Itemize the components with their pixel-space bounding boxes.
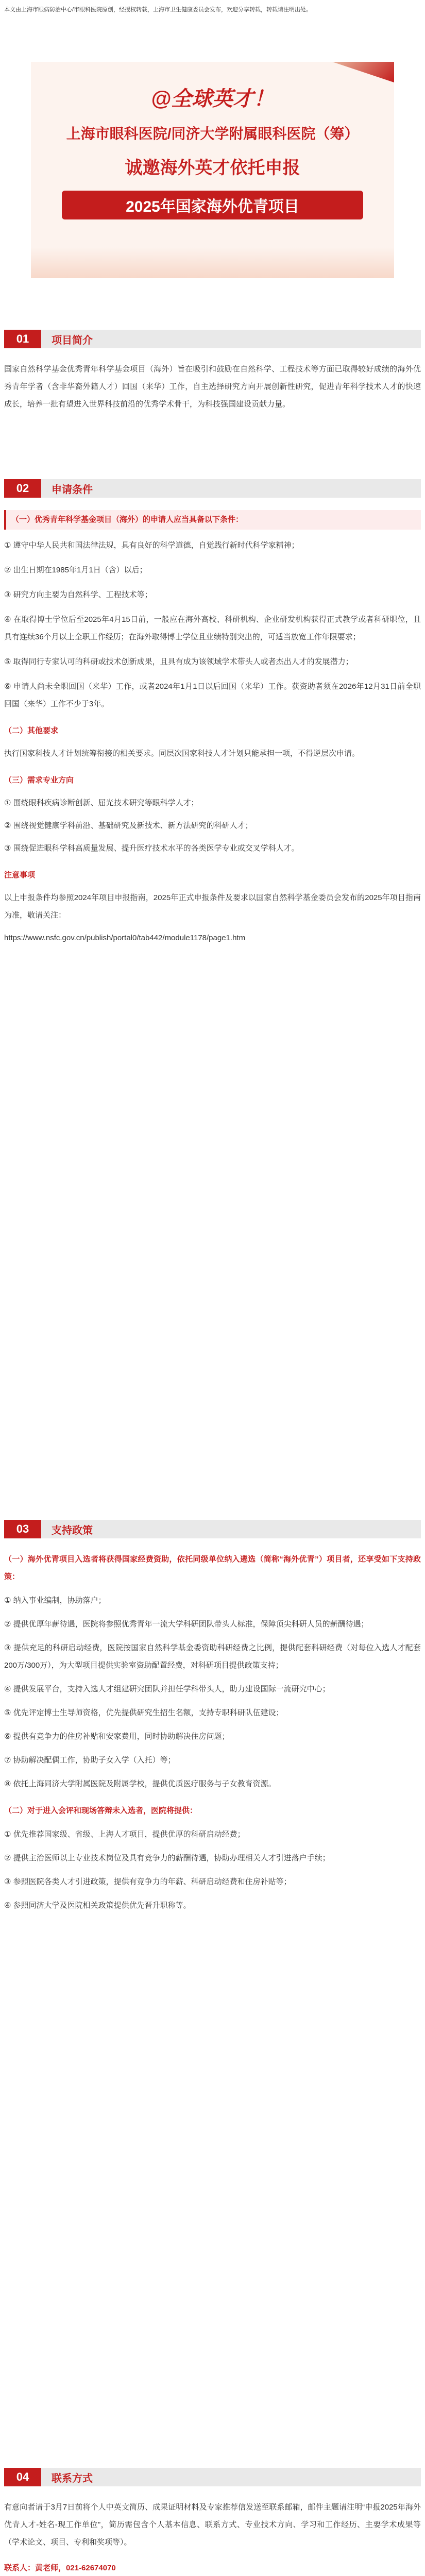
field-item: ③ 围绕促进眼科学科高质量发展、提升医疗技术水平的各类医学专业或交叉学科人才。 [4,844,299,853]
contact-person: 联系人：黄老师，021-62674070 [4,2564,116,2572]
section-number: 04 [4,2468,41,2486]
policy-item: ⑤ 优先评定博士生导师资格，优先提供研究生招生名额，支持专职科研队伍建设； [4,1708,284,1717]
policy-item: ⑥ 提供有竞争力的住房补贴和安家费用，同时协助解决住房问题； [4,1732,230,1741]
policy-item: ① 纳入事业编制，协助落户； [4,1596,106,1605]
section-header-intro [4,330,421,348]
section-number: 01 [4,330,41,348]
poster-slogan: @全球英才！ [150,88,274,110]
condition-item: ⑥ 申请人尚未全职回国（来华）工作，或者2024年1月1日以后回国（来华）工作。获资助者须在2026年12月31日前全职回国（来华）工作不少于3年。 [4,682,421,708]
policy-item: ② 提供优厚年薪待遇，医院将参照优秀青年一流大学科研团队带头人标准，保障顶尖科研人员的薪酬待遇； [4,1620,369,1629]
conditions-block [4,510,421,947]
conditions-title: （一）优秀青年科学基金项目（海外）的申请人应当具备以下条件： [4,510,421,530]
notice-text: 以上申报条件均参照2024年项目申报指南，2025年正式申报条件及要求以国家自然科学基金委员会发布的2025年项目指南为准，敬请关注： [4,893,421,920]
condition-item: ④ 在取得博士学位后至2025年4月15日前，一般应在海外高校、科研机构、企业研发机构获得正式教学或者科研职位，且具有连续36个月以上全职工作经历；在海外取得博士学位且业绩特别突出的，可适当放宽工作年限要求； [4,615,421,641]
condition-item: ① 遵守中华人民共和国法律法规，具有良好的科学道德，自觉践行新时代科学家精神； [4,541,299,550]
policy-item: ② 提供主治医师以上专业技术岗位及具有竞争力的薪酬待遇，协助办理相关人才引进落户手续； [4,1854,330,1862]
notice-title: 注意事项 [4,871,36,879]
policy-item: ⑧ 依托上海同济大学附属医院及附属学校，提供优质医疗服务与子女教育资源。 [4,1780,276,1788]
field-item: ② 围绕视觉健康学科前沿、基础研究及新技术、新方法研究的科研人才； [4,821,253,830]
policy-item: ③ 参照医院各类人才引进政策，提供有竞争力的年薪、科研启动经费和住房补贴等； [4,1877,292,1886]
section-header-conditions [4,479,421,498]
poster-host: 上海市眼科医院/同济大学附属眼科医院（筹） [66,126,359,142]
section-number: 03 [4,1520,41,1538]
policy-sub2: （二）对于进入会评和现场答辩未入选者，医院将提供： [4,1806,198,1815]
policy-block [4,1551,421,1914]
section-title: 申请条件 [41,479,421,498]
section-title: 支持政策 [41,1520,421,1538]
header-poster [31,62,394,278]
poster-decoration [31,247,394,278]
remark-text: 执行国家科技人才计划统筹衔接的相关要求。同层次国家科技人才计划只能承担一项，不得逆层次申请。 [4,749,360,758]
contact-block [4,2499,421,2576]
poster-project-bar: 2025年国家海外优青项目 [62,191,363,219]
poster-invite: 诚邀海外英才依托申报 [125,158,300,178]
section-number: 02 [4,479,41,498]
source-note: 本文由上海市眼病防治中心/市眼科医院原创，经授权转载，上海市卫生健康委员会发布，欢迎分享转载，转载请注明出处。 [4,7,312,13]
poster-ribbon [332,62,394,82]
section-header-contact [4,2468,421,2486]
condition-item: ⑤ 取得同行专家认可的科研或技术创新成果，且具有成为该领域学术带头人或者杰出人才的发展潜力； [4,657,353,666]
policy-item: ③ 提供充足的科研启动经费，医院按国家自然科学基金委资助科研经费之比例，提供配套科研经费（对每位入选人才配套200万/300万），为大型项目提供实验室资助配置经费，对科研项目提供政策支持； [4,1643,421,1670]
policy-item: ⑦ 协助解决配偶工作，协助子女入学（入托）等； [4,1756,176,1765]
policy-item: ④ 参照同济大学及医院相关政策提供优先晋升职称等。 [4,1901,191,1910]
field-title: （三）需求专业方向 [4,776,74,785]
notice-link[interactable]: https://www.nsfc.gov.cn/publish/portal0/tab442/module1178/page1.htm [4,934,246,942]
field-item: ① 围绕眼科疾病诊断创新、屈光技术研究等眼科学人才； [4,799,199,807]
condition-item: ② 出生日期在1985年1月1日（含）以后； [4,566,147,574]
policy-item: ④ 提供发展平台，支持入选人才组建研究团队并担任学科带头人，助力建设国际一流研究中心； [4,1685,330,1693]
section-title: 项目简介 [41,330,421,348]
section-header-policy [4,1520,421,1538]
section-title: 联系方式 [41,2468,421,2486]
policy-sub1: （一）海外优青项目入选者将获得国家经费资助，依托同级单位纳入遴选（简称“海外优青”）项目者，还享受如下支持政策： [4,1555,421,1581]
intro-text: 国家自然科学基金优秀青年科学基金项目（海外）旨在吸引和鼓励在自然科学、工程技术等方面已取得较好成绩的海外优秀青年学者（含非华裔外籍人才）回国（来华）工作，自主选择研究方向开展创新性研究，促进青年科学技术人才的快速成长，培养一批有望进入世界科技前沿的优秀学术骨干，为科技强国建设贡献力量。 [4,365,421,409]
remark-title: （二）其他要求 [4,726,59,735]
policy-item: ① 优先推荐国家级、省级、上海人才项目，提供优厚的科研启动经费； [4,1830,245,1839]
contact-text: 有意向者请于3月7日前将个人中英文简历、成果证明材料及专家推荐信发送至联系邮箱，邮件主题请注明“申报2025年海外优青人才-姓名-现工作单位”，简历需包含个人基本信息、联系方式、专业技术方向、学习和工作经历、主要学术成果等（学术论文、项目、专利和奖项等）。 [4,2503,421,2547]
condition-item: ③ 研究方向主要为自然科学、工程技术等； [4,590,152,599]
